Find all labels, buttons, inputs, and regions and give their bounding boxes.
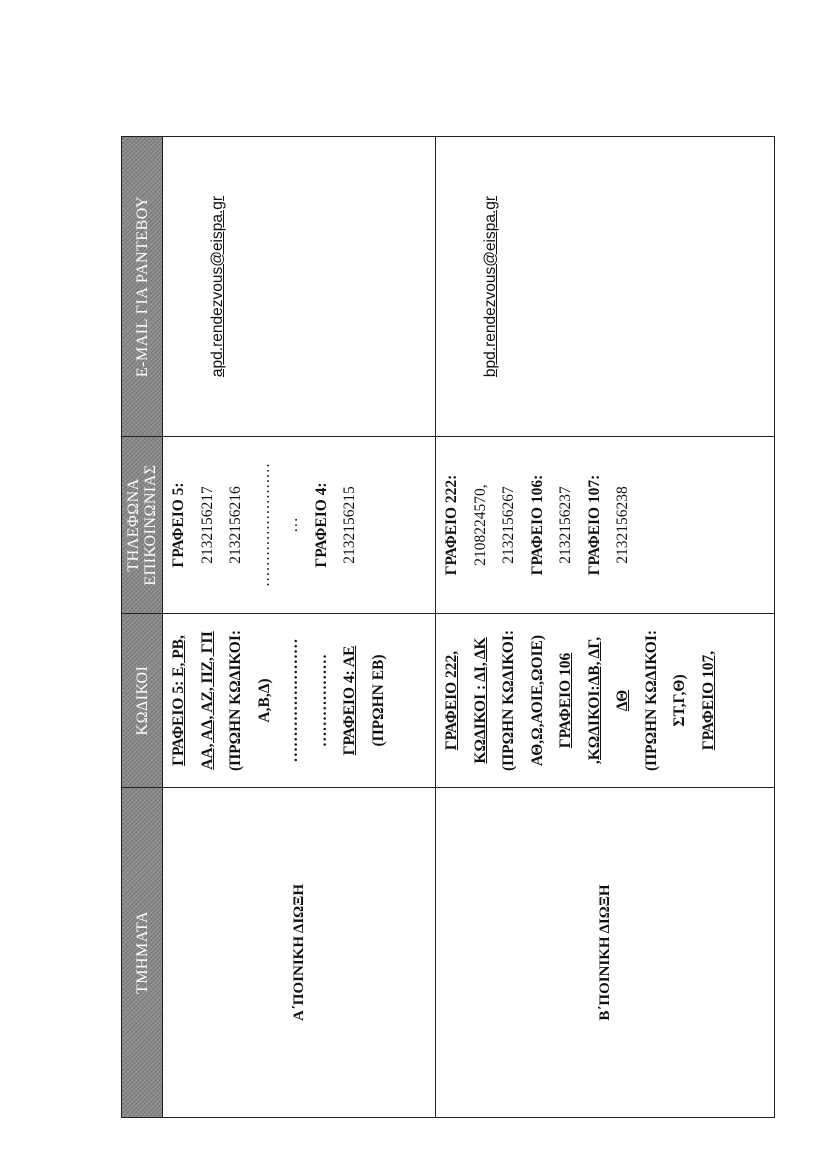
- department-cell: Α΄ΠΟΙΝΙΚΗ ΔΙΩΞΗ: [163, 788, 436, 1118]
- phone-line: ΓΡΑΦΕΙΟ 222:: [443, 474, 460, 576]
- header-codes: ΚΩΔΙΚΟΙ: [122, 614, 163, 788]
- code-line: ΑΘ,Ω,ΑΟΙΕ,ΩΟΙΕ): [528, 634, 546, 767]
- contact-table: [121, 136, 775, 1118]
- code-line: (ΠΡΩΗΝ ΚΩΔΙΚΟΙ:: [642, 629, 660, 772]
- code-line: ΚΩΔΙΚΟΙ : ΔΙ, ΔΚ: [471, 637, 489, 764]
- phone-line: ΓΡΑΦΕΙΟ 4:: [312, 482, 330, 568]
- header-email: E-MAIL ΓΙΑ ΡΑΝΤΕΒΟΥ: [122, 137, 163, 437]
- rotated-table-container: [121, 137, 717, 1118]
- phone-line: ΓΡΑΦΕΙΟ 106:: [528, 474, 546, 576]
- code-line: ………………: [312, 654, 330, 747]
- code-line: (ΠΡΩΗΝ ΕΒ): [369, 654, 387, 747]
- phone-line: 2132156217: [198, 486, 216, 564]
- code-line: ΓΡΑΦΕΙΟ 106: [557, 652, 574, 749]
- email-link[interactable]: apd.rendezvous@eispa.gr: [209, 195, 226, 378]
- codes-cell: [436, 614, 775, 788]
- code-line: ……………………: [284, 638, 301, 763]
- header-phones-line2: ΕΠΙΚΟΙΝΩΝΙΑΣ: [142, 464, 159, 586]
- header-departments: ΤΜΗΜΑΤΑ: [122, 788, 163, 1118]
- code-line: ΓΡΑΦΕΙΟ 222,: [443, 650, 460, 751]
- code-line: ΣΤ,Γ,Θ): [671, 674, 688, 727]
- code-line: ΓΡΑΦΕΙΟ 5: Ε, ΡΒ,: [170, 635, 187, 766]
- phone-line: 2132156238: [614, 486, 631, 564]
- email-link[interactable]: bpd.rendezvous@eispa.gr: [482, 195, 499, 378]
- phone-line: ……………………: [255, 463, 273, 587]
- code-line: ΓΡΑΦΕΙΟ 107,: [699, 650, 717, 751]
- code-line: ,ΚΩΔΙΚΟΙ:ΔΒ, ΔΓ,: [585, 636, 603, 765]
- header-row: [122, 137, 163, 1118]
- code-line: ΔΘ: [614, 689, 631, 712]
- phones-cell: [436, 437, 775, 614]
- phone-line: …: [284, 517, 301, 533]
- phones-cell: [163, 437, 436, 614]
- table-row: [436, 137, 775, 1118]
- header-phones: [122, 437, 163, 614]
- code-line: (ΠΡΩΗΝ ΚΩΔΙΚΟΙ:: [227, 629, 244, 772]
- code-line: (ΠΡΩΗΝ ΚΩΔΙΚΟΙ:: [500, 629, 517, 772]
- department-cell: Β΄ΠΟΙΝΙΚΗ ΔΙΩΞΗ: [436, 788, 775, 1118]
- code-line: ΓΡΑΦΕΙΟ 4: ΑΕ: [341, 645, 358, 756]
- phone-line: ΓΡΑΦΕΙΟ 5:: [170, 482, 187, 568]
- phone-line: 2132156215: [341, 486, 358, 564]
- code-line: ΑΑ, ΑΔ, ΑΖ, ΠΖ, ΓΠ: [198, 631, 216, 770]
- phone-line: ΓΡΑΦΕΙΟ 107:: [585, 474, 603, 576]
- email-cell: [163, 137, 436, 437]
- email-cell: [436, 137, 775, 437]
- table-row: [163, 137, 436, 1118]
- header-phones-line1: ΤΗΛΕΦΩΝΑ: [125, 478, 142, 572]
- phone-line: 2132156216: [227, 486, 244, 564]
- phone-line: 2108224570,: [471, 484, 489, 566]
- phone-line: 2132156237: [557, 486, 574, 564]
- phone-line: 2132156267: [500, 486, 517, 564]
- code-line: Α,Β,Δ): [255, 678, 273, 723]
- codes-cell: [163, 614, 436, 788]
